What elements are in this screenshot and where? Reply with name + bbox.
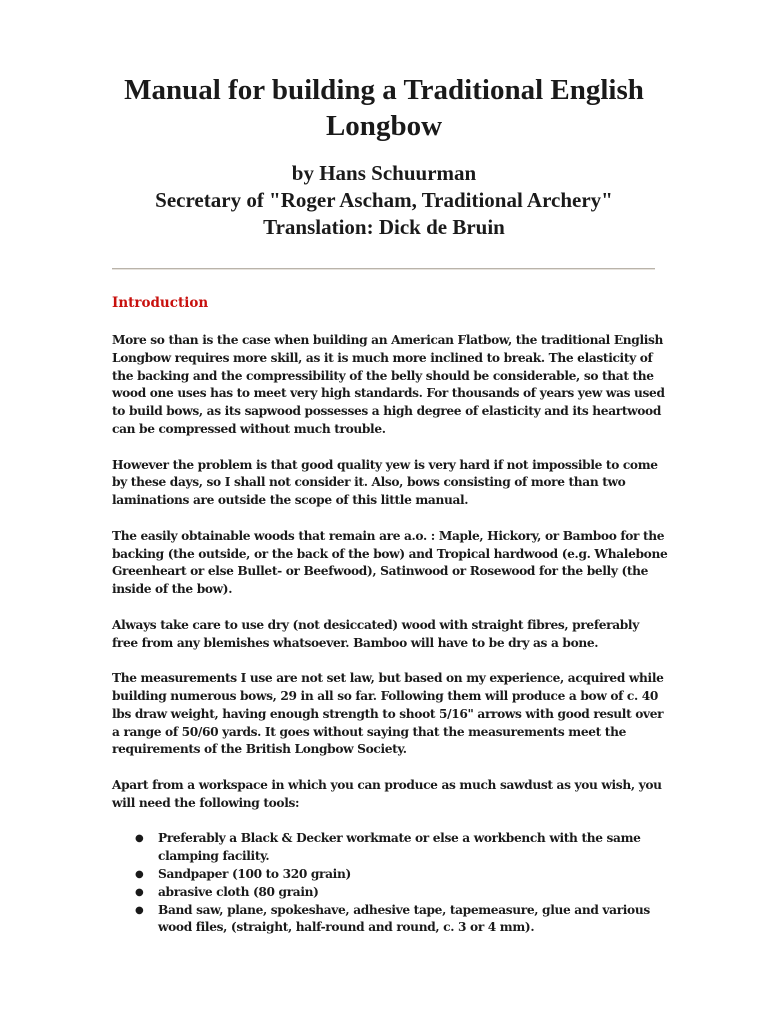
byline-role: Secretary of "Roger Ascham, Traditional Archery": [155, 188, 613, 212]
list-item: [135, 902, 668, 938]
list-item: [135, 884, 668, 902]
paragraph: However the problem is that good quality yew is very hard if not impossible to come by these days, so I shall not consider it. Also, bows consisting of more than two laminations are outside the scope of this little manual.: [112, 457, 658, 508]
list-item: [135, 830, 668, 866]
bullet-icon: ●: [135, 886, 144, 898]
list-item-text: Sandpaper (100 to 320 grain): [158, 866, 351, 881]
paragraph: The measurements I use are not set law, but based on my experience, acquired while building numerous bows, 29 in all so far. Following them will produce a bow of c. 40 lbs draw weight, having enough strength to shoot 5/16" arrows with good result over a range of 50/60 yards. It goes without saying that the measurements meet the requirements of the British Longbow Society.: [112, 671, 664, 757]
body-content: [112, 332, 668, 937]
bullet-icon: ●: [135, 868, 144, 880]
list-item-text: Band saw, plane, spokeshave, adhesive tape, tapemeasure, glue and various wood files, (straight, half-round and round, c. 3 or 4 mm).: [158, 902, 650, 935]
document-title: Manual for building a Traditional English Longbow: [124, 74, 644, 142]
horizontal-rule: [112, 268, 655, 270]
section-heading: Introduction: [112, 295, 209, 311]
byline-author: by Hans Schuurman: [291, 161, 477, 185]
list-item: [135, 866, 668, 884]
list-item-text: abrasive cloth (80 grain): [158, 884, 319, 899]
tools-list: [112, 830, 668, 937]
bullet-icon: ●: [135, 904, 144, 916]
byline: [80, 160, 688, 241]
paragraph: Always take care to use dry (not desiccated) wood with straight fibres, preferably free from any blemishes whatsoever. Bamboo will have to be dry as a bone.: [112, 617, 639, 650]
list-item-text: Preferably a Black & Decker workmate or else a workbench with the same clamping facility.: [158, 831, 641, 864]
paragraph: The easily obtainable woods that remain are a.o. : Maple, Hickory, or Bamboo for the backing (the outside, or the back of the bow) and Tropical hardwood (e.g. Whalebone Greenheart or else Bullet- or Beefwood), Satinwood or Rosewood for the belly (the inside of the bow).: [112, 528, 668, 597]
byline-translator: Translation: Dick de Bruin: [263, 215, 505, 239]
bullet-icon: ●: [135, 833, 144, 845]
paragraph: More so than is the case when building an American Flatbow, the traditional English Longbow requires more skill, as it is much more inclined to break. The elasticity of the backing and the compressibility of the belly should be considerable, so that the wood one uses has to meet very high standards. For thousands of years yew was used to build bows, as its sapwood possesses a high degree of elasticity and its heartwood can be compressed without much trouble.: [112, 333, 665, 436]
paragraph: Apart from a workspace in which you can produce as much sawdust as you wish, you will need the following tools:: [112, 777, 662, 810]
